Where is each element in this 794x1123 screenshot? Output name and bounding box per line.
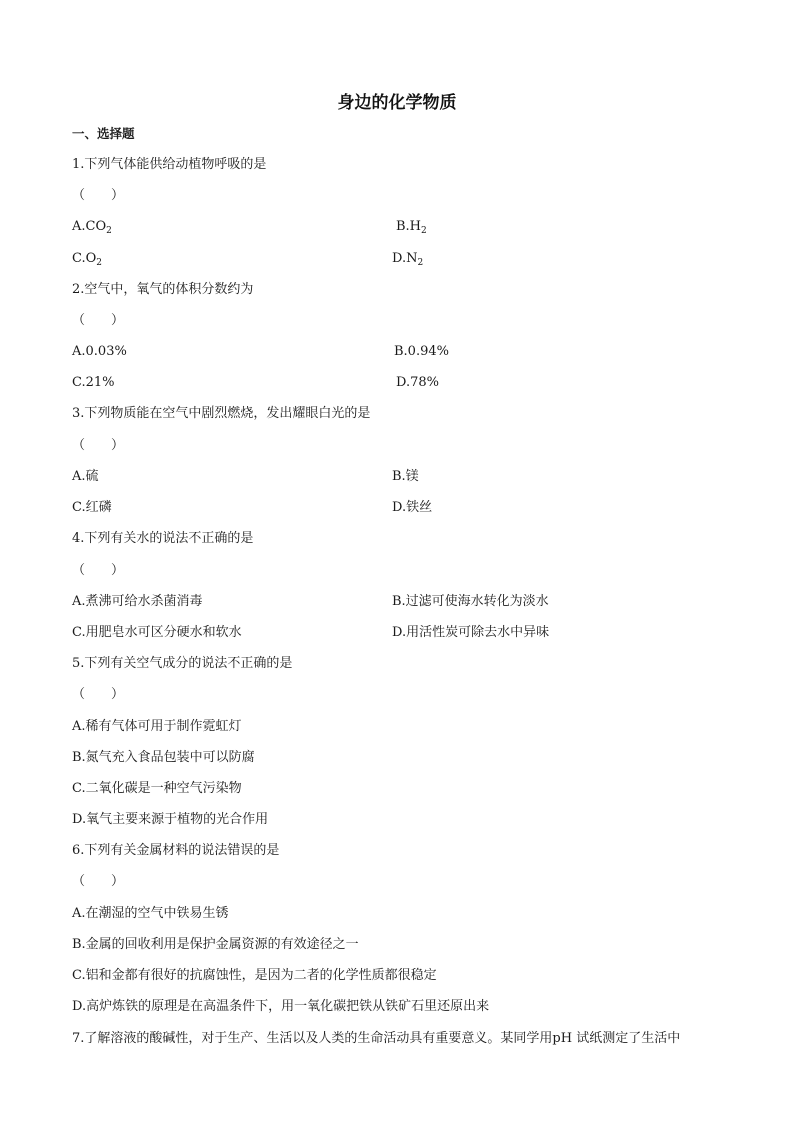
question-4-blank: （ ） (72, 563, 125, 578)
question-3-option-c: C.红磷 (72, 500, 112, 515)
question-5-option-b: B.氮气充入食品包装中可以防腐 (72, 750, 255, 765)
question-2-option-d: D.78% (396, 375, 439, 390)
question-1-option-b (396, 219, 427, 235)
subscript: 2 (417, 258, 424, 268)
section-heading: 一、选择题 (72, 126, 135, 141)
subscript: 2 (96, 258, 103, 268)
question-4-option-b: B.过滤可使海水转化为淡水 (392, 594, 549, 609)
question-6-stem: 6.下列有关金属材料的说法错误的是 (72, 843, 280, 858)
question-1-option-d (392, 251, 423, 267)
option-text: D.N (392, 251, 418, 266)
question-6-option-a: A.在潮湿的空气中铁易生锈 (72, 906, 229, 921)
question-5-option-c: C.二氧化碳是一种空气污染物 (72, 781, 242, 796)
question-5-blank: （ ） (72, 687, 125, 702)
question-5-option-a: A.稀有气体可用于制作霓虹灯 (72, 719, 242, 734)
question-6-blank: （ ） (72, 874, 125, 889)
question-2-option-a: A.0.03% (72, 344, 127, 359)
subscript: 2 (421, 226, 427, 236)
question-4-option-d: D.用活性炭可除去水中异味 (392, 625, 550, 640)
question-7-stem: 7.了解溶液的酸碱性，对于生产、生活以及人类的生命活动具有重要意义。某同学用pH 试纸测定了生活中 (72, 1031, 681, 1046)
question-3-stem: 3.下列物质能在空气中剧烈燃烧，发出耀眼白光的是 (72, 406, 371, 421)
question-6-option-c: C.铝和金都有很好的抗腐蚀性，是因为二者的化学性质都很稳定 (72, 968, 437, 983)
question-1-stem: 1.下列气体能供给动植物呼吸的是 (72, 157, 267, 172)
question-5-option-d: D.氧气主要来源于植物的光合作用 (72, 812, 269, 827)
question-3-blank: （ ） (72, 438, 125, 453)
question-3-option-d: D.铁丝 (392, 500, 433, 515)
question-2-option-c: C.21% (72, 375, 115, 390)
question-1-blank: （ ） (72, 188, 125, 203)
question-1-option-c (72, 251, 102, 267)
option-text: C.O (72, 251, 97, 266)
question-6-option-d: D.高炉炼铁的原理是在高温条件下，用一氧化碳把铁从铁矿石里还原出来 (72, 999, 490, 1014)
question-3-option-b: B.镁 (392, 469, 419, 484)
question-3-option-a: A.硫 (72, 469, 99, 484)
question-4-stem: 4.下列有关水的说法不正确的是 (72, 531, 254, 546)
question-2-option-b: B.0.94% (394, 344, 449, 359)
document-title: 身边的化学物质 (337, 93, 457, 113)
question-5-stem: 5.下列有关空气成分的说法不正确的是 (72, 656, 293, 671)
option-text: A.CO (72, 219, 107, 234)
question-6-option-b: B.金属的回收利用是保护金属资源的有效途径之一 (72, 937, 359, 952)
subscript: 2 (106, 226, 112, 236)
question-2-blank: （ ） (72, 313, 125, 328)
question-1-option-a (72, 219, 112, 235)
question-2-stem: 2.空气中，氧气的体积分数约为 (72, 282, 254, 297)
question-4-option-c: C.用肥皂水可区分硬水和软水 (72, 625, 242, 640)
question-4-option-a: A.煮沸可给水杀菌消毒 (72, 594, 203, 609)
option-text: B.H (396, 219, 422, 234)
